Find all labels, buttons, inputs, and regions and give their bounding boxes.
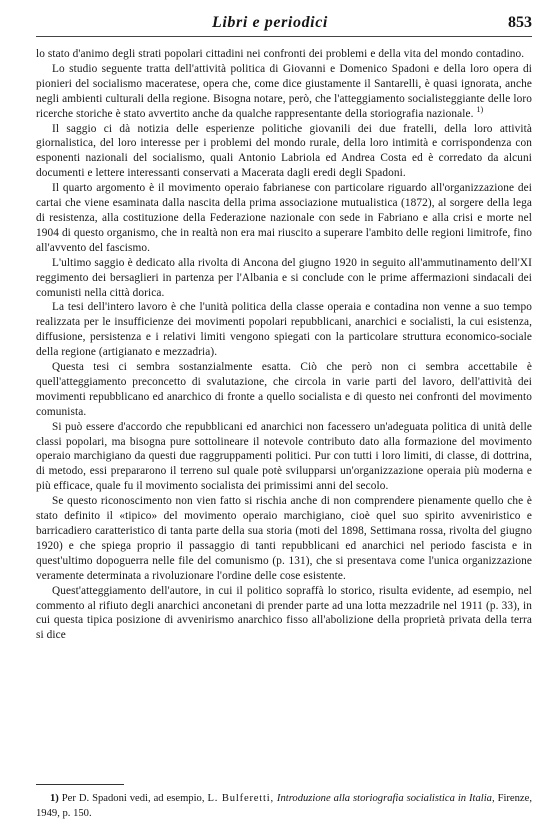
body-text (36, 47, 532, 643)
footnote-imprint: Firenze, 1949, p. 150. (36, 793, 532, 819)
paragraph-6: La tesi dell'intero lavoro è che l'unità politica della classe operaia e contadina non venne a suo tempo realizzata per le insufficienze dei movimenti popolari repubblicani, anarchici e socialisti, la cui esistenza, diffusione, persistenza e i relativi limiti vengono spiegati con la particolare struttura economico-sociale della regione (artigianato e mezzadria). (36, 301, 532, 359)
paragraph-8: Si può essere d'accordo che repubblicani ed anarchici non facessero un'adeguata politica di unità delle classi popolari, ma bisogna pure sottolineare il notevole contributo dato alla formazione del movimento operaio marchigiano da questi due raggruppamenti politici. Pur con tutti i loro limiti, di classe, di dottrina, di metodo, essi prepararono il terreno sul quale potè svilupparsi un'organizzazione operaia più moderna e più efficace, quale fu il movimento socialista dei primissimi anni del secolo. (36, 420, 532, 493)
page-number: 853 (508, 14, 532, 31)
footnote (36, 792, 532, 821)
paragraph-5: L'ultimo saggio è dedicato alla rivolta di Ancona del giugno 1920 in seguito all'ammutinamento dell'XI reggimento dei bersaglieri in partenza per l'Albania e si conclude con le prime affermazioni sindacali dei comunisti nella città dorica. (36, 256, 532, 299)
footnote-author: L. Bulferetti, (207, 793, 274, 804)
paragraph-4: Il quarto argomento è il movimento operaio fabrianese con particolare riguardo all'organizzazione dei cartai che viene esaminata dalla nascita della prima associazione mutualistica (1872), al sorgere della lega di resistenza, alla costituzione della Federazione nazionale con sede in Fabriano e alla crisi e morte nel 1904 di questo organismo, che in realtà non era mai riuscito a superare l'ambito delle regioni limitrofe, fino all'avvento del fascismo. (36, 182, 532, 254)
footnote-rule (36, 784, 124, 785)
page-header (36, 8, 532, 37)
footnote-lead: Per D. Spadoni vedi, ad esempio, (61, 793, 205, 804)
paragraph-1: lo stato d'animo degli strati popolari cittadini nei confronti dei problemi e della vita del mondo contadino. (36, 48, 525, 60)
footnote-marker: 1) (50, 793, 59, 804)
paragraph-9: Se questo riconoscimento non vien fatto si rischia anche di non comprendere pienamente quello che è stato definito il «tipico» del movimento operaio marchigiano, cioè quel suo spirito avveniristico e barricadiero caratteristico di tanta parte della sua storia (moti del 1898, Settimana rossa, rivolta del giugno 1920) e che spiega proprio il passaggio di tanti repubblicani ed anarchici nel periodo fascista e in quest'ultimo dopoguerra nelle file del comunismo (p. 131), che si presentava come l'unica organizzazione veramente determinata a rivoluzionare l'ordine delle cose esistente. (36, 495, 532, 582)
paragraph-2 (36, 62, 532, 122)
paragraph-2-text: Lo studio seguente tratta dell'attività politica di Giovanni e Domenico Spadoni e della loro opera di pionieri del socialismo maceratese, opera che, come dice giustamente il Santarelli, è quasi ignorata, anche negli ambienti culturali della regione. Bisogna notare, però, che l'atteggiamento socialisteggiante delle loro ricerche storiche è stato avvertito anche da qualche rappresentante della storiografia nazionale. (36, 62, 532, 120)
paragraph-3: Il saggio ci dà notizia delle esperienze politiche giovanili dei due fratelli, della loro attività giornalistica, del loro interesse per i problemi del mondo rurale, della loro intimità e corrispondenza con esponenti nazionali del socialismo, quali Antonio Labriola ed Andrea Costa ed è corredato da alcuni documenti e lettere interessanti conservati a Macerata dagli eredi degli Spadoni. (36, 122, 532, 180)
footnote-reference: 1) (476, 104, 484, 114)
paragraph-7: Questa tesi ci sembra sostanzialmente esatta. Ciò che però non ci sembra accettabile è quell'atteggiamento preconcetto di svalutazione, che circola in varie parti del lavoro, dell'attività dei movimenti repubblicano ed anarchico di fronte a quello socialista e di questo nei confronti del movimento comunista. (36, 361, 532, 418)
running-title: Libri e periodici (212, 14, 328, 31)
footnote-text (36, 792, 532, 821)
paragraph-10: Quest'atteggiamento dell'autore, in cui il politico sopraffà lo storico, risulta evidente, ad esempio, nel commento al rifiuto degli anarchici anconetani di prender parte ad una lotta mezzadrile nel 1911 (p. 33), in cui questa tipica posizione di avvenirismo anarchico fisso all'abolizione della proprietà privata della terra si dice (36, 584, 532, 642)
footnote-title: Introduzione alla storiografia socialistica in Italia, (276, 793, 495, 804)
